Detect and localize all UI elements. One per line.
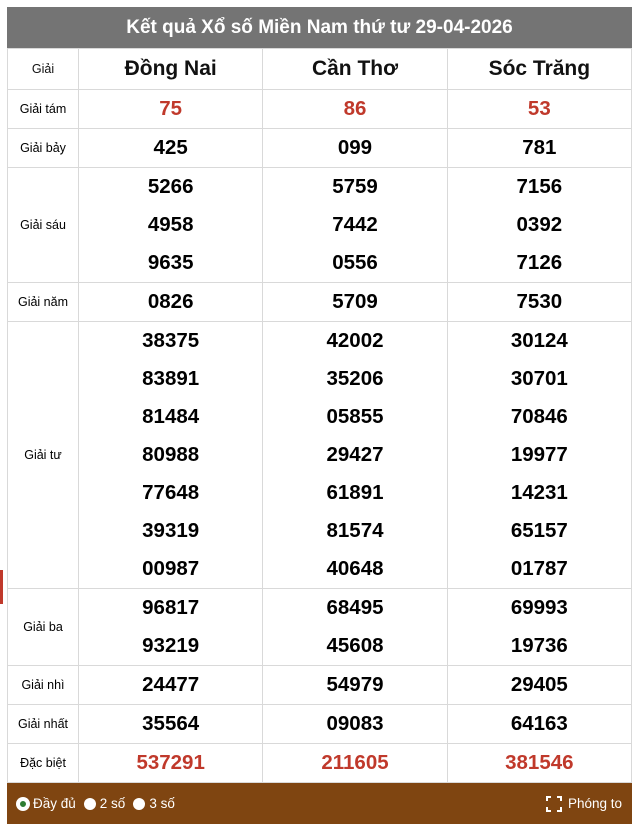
prize-number: 65157 — [510, 519, 568, 542]
prize-number: 099 — [337, 136, 373, 159]
prize-number: 09083 — [326, 712, 384, 735]
zoom-label: Phóng to — [567, 796, 622, 811]
prize-number: 64163 — [510, 712, 568, 735]
radio-selected-icon[interactable] — [17, 798, 29, 810]
prize-number: 425 — [153, 136, 188, 159]
prize-number: 0826 — [147, 290, 194, 313]
prize-number: 7126 — [516, 251, 563, 274]
prize-number: 14231 — [510, 481, 568, 504]
prize-number: 42002 — [326, 329, 384, 352]
prize-number: 7156 — [516, 175, 563, 198]
prize-label: Giải nhì — [8, 666, 79, 705]
table-row — [8, 705, 632, 744]
prize-number: 70846 — [510, 405, 568, 428]
column-header-province: Đồng Nai — [79, 49, 263, 90]
table-row — [8, 666, 632, 705]
prize-number: 53 — [527, 97, 551, 120]
prize-number: 5266 — [147, 175, 194, 198]
prize-number: 35206 — [326, 367, 384, 390]
prize-number: 83891 — [142, 367, 200, 390]
prize-number: 30701 — [510, 367, 568, 390]
side-marker — [0, 570, 3, 604]
prize-number: 4958 — [147, 213, 194, 236]
prize-number: 9635 — [147, 251, 194, 274]
table-header-row — [8, 49, 632, 90]
prize-number: 80988 — [142, 443, 200, 466]
table-row — [8, 589, 632, 666]
table-row — [8, 129, 632, 168]
results-table — [7, 48, 632, 783]
column-header-prize: Giải — [8, 49, 79, 90]
column-header-province: Sóc Trăng — [447, 49, 631, 90]
prize-number: 19736 — [510, 634, 568, 657]
prize-number: 68495 — [326, 596, 384, 619]
option-label: 2 số — [99, 796, 126, 811]
prize-label: Giải ba — [8, 589, 79, 666]
zoom-button[interactable] — [546, 796, 622, 812]
special-prize-number: 211605 — [321, 751, 389, 774]
prize-number: 29405 — [510, 673, 568, 696]
prize-number: 01787 — [510, 557, 568, 580]
prize-number: 29427 — [326, 443, 384, 466]
prize-label: Giải bảy — [8, 129, 79, 168]
prize-number: 781 — [522, 136, 557, 159]
prize-label: Giải tư — [8, 322, 79, 589]
prize-number: 05855 — [326, 405, 384, 428]
option-2-digits[interactable] — [84, 796, 126, 811]
prize-number: 54979 — [326, 673, 384, 696]
prize-number: 77648 — [142, 481, 200, 504]
table-row — [8, 744, 632, 783]
radio-icon[interactable] — [133, 798, 145, 810]
prize-label: Giải năm — [8, 283, 79, 322]
prize-number: 00987 — [142, 557, 200, 580]
prize-number: 39319 — [142, 519, 200, 542]
special-prize-number: 381546 — [505, 751, 574, 774]
prize-number: 81484 — [142, 405, 200, 428]
prize-number: 69993 — [510, 596, 568, 619]
table-row — [8, 90, 632, 129]
column-header-province: Cần Thơ — [263, 49, 447, 90]
page-title: Kết quả Xổ số Miền Nam thứ tư 29-04-2026 — [7, 7, 632, 48]
prize-number: 93219 — [142, 634, 200, 657]
prize-number: 0392 — [516, 213, 563, 236]
radio-icon[interactable] — [84, 798, 96, 810]
prize-number: 19977 — [510, 443, 568, 466]
prize-number: 38375 — [142, 329, 200, 352]
prize-label: Giải nhất — [8, 705, 79, 744]
special-prize-number: 537291 — [136, 751, 205, 774]
prize-number: 0556 — [332, 251, 378, 274]
prize-number: 40648 — [326, 557, 384, 580]
option-full[interactable] — [17, 796, 76, 811]
option-label: Đầy đủ — [33, 796, 76, 811]
table-row — [8, 322, 632, 589]
expand-icon — [546, 796, 562, 812]
option-label: 3 số — [149, 796, 175, 811]
prize-number: 61891 — [326, 481, 384, 504]
prize-number: 45608 — [326, 634, 384, 657]
prize-number: 35564 — [142, 712, 200, 735]
prize-number: 7442 — [332, 213, 378, 236]
prize-number: 5709 — [332, 290, 378, 313]
prize-number: 7530 — [516, 290, 563, 313]
prize-number: 81574 — [326, 519, 384, 542]
prize-label: Giải tám — [8, 90, 79, 129]
display-options-bar — [7, 783, 632, 824]
prize-number: 75 — [159, 97, 183, 120]
table-row — [8, 283, 632, 322]
prize-number: 86 — [343, 97, 367, 120]
prize-number: 24477 — [142, 673, 200, 696]
prize-number: 96817 — [142, 596, 200, 619]
results-panel — [7, 7, 632, 824]
prize-label: Đặc biệt — [8, 744, 79, 783]
option-3-digits[interactable] — [133, 796, 175, 811]
prize-number: 5759 — [332, 175, 378, 198]
prize-number: 30124 — [510, 329, 568, 352]
table-row — [8, 168, 632, 283]
prize-label: Giải sáu — [8, 168, 79, 283]
